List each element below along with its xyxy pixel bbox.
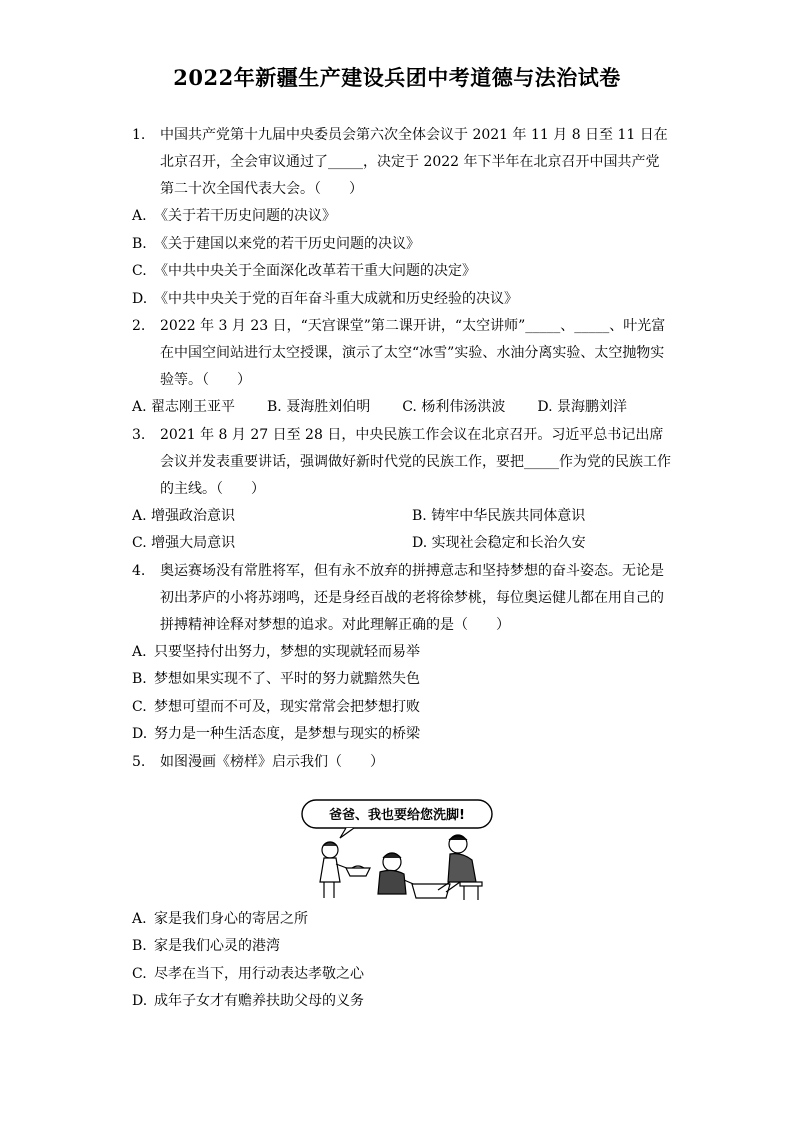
option-text: 尽孝在当下，用行动表达孝敬之心 bbox=[154, 965, 364, 982]
cartoon-illustration bbox=[300, 798, 496, 906]
option-a[interactable] bbox=[132, 906, 672, 934]
option-c[interactable] bbox=[402, 394, 505, 422]
option-a[interactable] bbox=[132, 639, 672, 667]
option-b[interactable] bbox=[132, 666, 672, 694]
option-c[interactable] bbox=[132, 530, 412, 558]
question-4 bbox=[132, 558, 672, 749]
option-label: D. bbox=[537, 399, 553, 415]
page-title: 2022年新疆生产建设兵团中考道德与法治试卷 bbox=[173, 65, 621, 90]
option-d[interactable] bbox=[537, 394, 627, 422]
option-label: A. bbox=[132, 643, 147, 660]
option-text: 梦想可望而不可及，现实常常会把梦想打败 bbox=[154, 698, 420, 715]
option-d[interactable] bbox=[132, 721, 672, 749]
speech-bubble-tail bbox=[340, 828, 354, 838]
option-label: B. bbox=[132, 938, 147, 954]
option-text: 家是我们身心的寄居之所 bbox=[154, 910, 308, 927]
option-c[interactable] bbox=[132, 694, 672, 722]
option-label: D. bbox=[412, 535, 428, 551]
question-number: 1. bbox=[132, 127, 146, 143]
question-2 bbox=[132, 313, 672, 422]
option-c[interactable] bbox=[132, 258, 672, 286]
option-b[interactable] bbox=[267, 394, 370, 422]
option-text: 《中共中央关于党的百年奋斗重大成就和历史经验的决议》 bbox=[154, 290, 518, 307]
option-text: 增强政治意识 bbox=[151, 507, 236, 524]
option-a[interactable] bbox=[132, 203, 672, 231]
question-1 bbox=[132, 122, 672, 313]
option-label: A. bbox=[132, 910, 147, 927]
option-text: 《中共中央关于全面深化改革若干重大问题的决定》 bbox=[154, 263, 476, 279]
option-label: D. bbox=[132, 726, 148, 742]
option-a[interactable] bbox=[132, 394, 235, 422]
option-label: C. bbox=[402, 399, 417, 415]
option-text: 《关于若干历史问题的决议》 bbox=[154, 208, 336, 224]
option-text: 增强大局意识 bbox=[151, 535, 236, 551]
option-d[interactable] bbox=[412, 530, 692, 558]
option-label: A. bbox=[132, 399, 147, 415]
option-label: C. bbox=[132, 965, 147, 982]
option-label: B. bbox=[412, 507, 427, 524]
option-label: B. bbox=[132, 671, 147, 687]
option-label: C. bbox=[132, 535, 147, 551]
question-5 bbox=[132, 749, 672, 1016]
option-text: 努力是一种生活态度，是梦想与现实的桥梁 bbox=[154, 726, 420, 742]
question-stem: 中国共产党第十九届中央委员会第六次全体会议于 2021 年 11 月 8 日至 11 日在北京召开，全会审议通过了_____，决定于 2022 年下半年在北京召开中国共产党第二十次全国代表大会。（ ） bbox=[160, 127, 668, 197]
option-label: D. bbox=[132, 290, 148, 307]
question-stem: 2022 年 3 月 23 日，“天宫课堂”第二课开讲，“太空讲师”_____、_____、叶光富在中国空间站进行太空授课，演示了太空“冰雪”实验、水油分离实验、太空抛物实验等。（ ） bbox=[160, 318, 666, 388]
option-b[interactable] bbox=[132, 231, 672, 259]
option-label: A. bbox=[132, 208, 147, 224]
question-number: 2. bbox=[132, 318, 146, 334]
option-text: 成年子女才有赡养扶助父母的义务 bbox=[154, 993, 364, 1009]
option-label: C. bbox=[132, 698, 147, 715]
option-text: 聂海胜刘伯明 bbox=[286, 399, 371, 415]
option-text: 《关于建国以来党的若干历史问题的决议》 bbox=[154, 235, 420, 252]
option-d[interactable] bbox=[132, 988, 672, 1016]
child-figure bbox=[320, 842, 370, 898]
question-3 bbox=[132, 422, 672, 558]
option-text: 梦想如果实现不了、平时的努力就黯然失色 bbox=[154, 671, 420, 687]
option-label: D. bbox=[132, 993, 148, 1009]
question-stem: 2021 年 8 月 27 日至 28 日，中央民族工作会议在北京召开。习近平总书记出席会议并发表重要讲话，强调做好新时代党的民族工作，要把_____作为党的民族工作的主线。（ ） bbox=[160, 426, 671, 497]
option-c[interactable] bbox=[132, 961, 672, 989]
option-a[interactable] bbox=[132, 503, 412, 531]
option-label: B. bbox=[267, 399, 282, 415]
option-label: C. bbox=[132, 263, 147, 279]
question-stem: 奥运赛场没有常胜将军，但有永不放弃的拼搏意志和坚持梦想的奋斗姿态。无论是初出茅庐的小将苏翊鸣，还是身经百战的老将徐梦桃，每位奥运健儿都在用自己的拼搏精神诠释对梦想的追求。对此理解正确的是（ ） bbox=[160, 562, 664, 633]
question-number: 5. bbox=[132, 753, 146, 770]
option-b[interactable] bbox=[412, 503, 692, 531]
question-stem: 如图漫画《榜样》启示我们（ ） bbox=[160, 753, 384, 770]
question-number: 3. bbox=[132, 426, 146, 443]
option-text: 铸牢中华民族共同体意识 bbox=[431, 507, 586, 524]
option-b[interactable] bbox=[132, 933, 672, 961]
option-text: 翟志刚王亚平 bbox=[151, 399, 236, 415]
question-number: 4. bbox=[132, 562, 146, 579]
option-text: 只要坚持付出努力，梦想的实现就轻而易举 bbox=[154, 643, 420, 660]
option-label: B. bbox=[132, 235, 147, 252]
option-d[interactable] bbox=[132, 286, 672, 314]
option-text: 家是我们心灵的港湾 bbox=[154, 938, 280, 954]
option-text: 实现社会稳定和长治久安 bbox=[431, 535, 586, 551]
option-text: 杨利伟汤洪波 bbox=[421, 399, 506, 415]
option-label: A. bbox=[132, 507, 147, 524]
option-text: 景海鹏刘洋 bbox=[556, 399, 627, 415]
question-list bbox=[132, 122, 672, 1016]
cartoon-figure bbox=[132, 798, 672, 906]
parent-figure bbox=[378, 853, 418, 894]
speech-bubble-text: 爸爸、我也要给您洗脚! bbox=[329, 807, 465, 823]
